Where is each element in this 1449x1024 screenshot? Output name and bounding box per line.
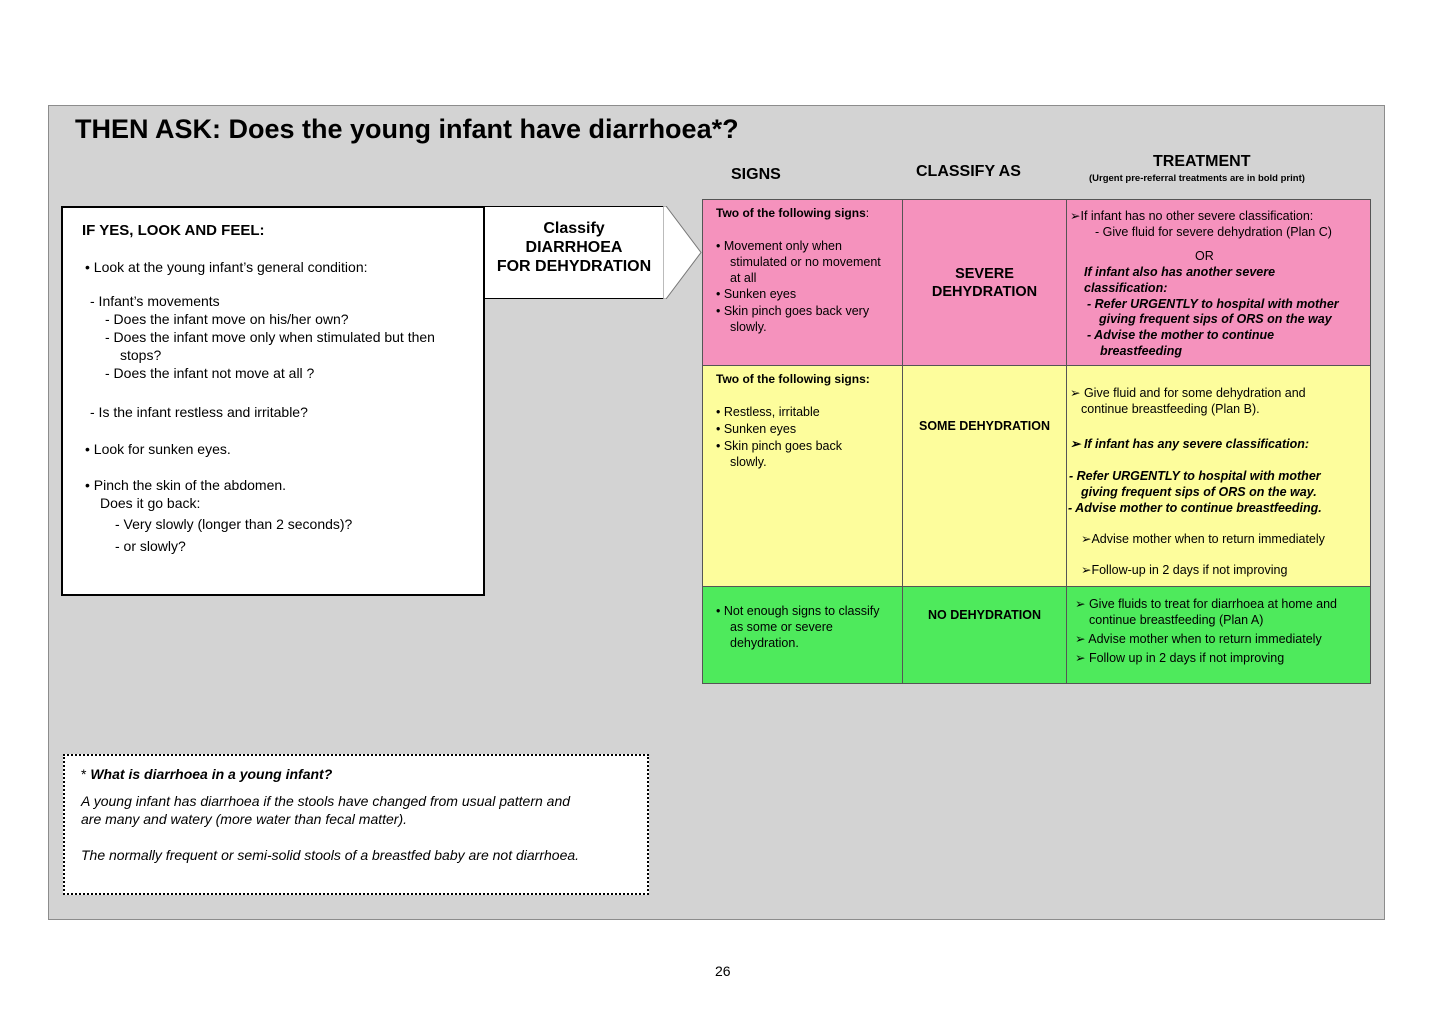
look-line: - Is the infant restless and irritable? — [90, 404, 308, 420]
signs-header: SIGNS — [731, 166, 781, 183]
severe-sign: • Skin pinch goes back very — [716, 304, 870, 318]
arrow-right-icon — [663, 206, 703, 299]
severe-sign: • Sunken eyes — [716, 287, 797, 301]
some-sign: slowly. — [730, 455, 767, 469]
look-line: - Does the infant move on his/her own? — [105, 311, 349, 327]
look-line: Does it go back: — [100, 495, 201, 511]
severe-sign: stimulated or no movement — [730, 255, 881, 269]
severe-treatment-line: giving frequent sips of ORS on the way — [1099, 312, 1332, 326]
look-line: • Look at the young infant’s general condition: — [85, 259, 368, 275]
severe-treatment-cell — [1066, 199, 1371, 366]
severe-signs-colon: : — [865, 206, 870, 220]
some-sign: • Skin pinch goes back — [716, 439, 842, 453]
none-sign: as some or severe — [730, 620, 833, 634]
some-treatment-cell — [1066, 365, 1371, 587]
some-treatment-line: ➢ Give fluid and for some dehydration and — [1070, 386, 1306, 400]
some-classification: SOME DEHYDRATION — [918, 419, 1051, 433]
severe-treatment-line: - Advise the mother to continue — [1087, 328, 1275, 342]
severe-treatment-line: OR — [1195, 249, 1214, 263]
note-question: What is diarrhoea in a young infant? — [90, 766, 333, 782]
look-line: - Does the infant move only when stimulated but then — [105, 329, 435, 345]
severe-treatment-line: - Refer URGENTLY to hospital with mother — [1087, 297, 1339, 311]
classify-as-header: CLASSIFY AS — [916, 163, 1021, 180]
none-sign: • Not enough signs to classify — [716, 604, 880, 618]
page-number: 26 — [715, 963, 731, 979]
severe-signs-cell — [702, 199, 903, 366]
classify-line: Classify — [543, 220, 605, 237]
look-heading: IF YES, LOOK AND FEEL: — [82, 222, 265, 239]
some-treatment-line: - Advise mother to continue breastfeeding. — [1068, 501, 1322, 515]
none-treatment-line: ➢ Give fluids to treat for diarrhoea at home and — [1075, 597, 1337, 611]
note-line: are many and watery (more water than fecal matter). — [81, 811, 408, 827]
none-treatment-line: continue breastfeeding (Plan A) — [1089, 613, 1264, 627]
some-sign: • Restless, irritable — [716, 405, 820, 419]
some-signs-cell — [702, 365, 903, 587]
none-classification-cell — [902, 586, 1067, 684]
none-classification: NO DEHYDRATION — [928, 608, 1041, 622]
some-treatment-line: ➢Follow-up in 2 days if not improving — [1081, 563, 1288, 577]
severe-treatment-line: ➢If infant has no other severe classification: — [1070, 209, 1314, 223]
some-signs-heading: Two of the following signs: — [716, 372, 870, 386]
some-treatment-line: continue breastfeeding (Plan B). — [1081, 402, 1260, 416]
severe-classification: DEHYDRATION — [931, 283, 1038, 300]
treatment-note: (Urgent pre-referral treatments are in bold print) — [1089, 173, 1305, 184]
look-line: - or slowly? — [115, 538, 186, 554]
none-treatment-line: ➢ Follow up in 2 days if not improving — [1075, 651, 1285, 665]
classify-line: FOR DEHYDRATION — [496, 258, 652, 275]
look-line: • Pinch the skin of the abdomen. — [85, 477, 287, 493]
severe-classification-cell — [902, 199, 1067, 366]
none-treatment-line: ➢ Advise mother when to return immediately — [1075, 632, 1322, 646]
look-line: stops? — [120, 347, 162, 363]
severe-treatment-line: - Give fluid for severe dehydration (Plan C) — [1095, 225, 1332, 239]
some-classification-cell — [902, 365, 1067, 587]
none-signs-cell — [702, 586, 903, 684]
some-sign: • Sunken eyes — [716, 422, 797, 436]
classify-box — [484, 206, 664, 299]
severe-treatment-line: If infant also has another severe — [1084, 265, 1276, 279]
note-star: * — [81, 766, 91, 782]
some-treatment-line: giving frequent sips of ORS on the way. — [1081, 485, 1317, 499]
look-line: • Look for sunken eyes. — [85, 441, 231, 457]
classify-line: DIARRHOEA — [525, 239, 623, 256]
severe-treatment-line: classification: — [1084, 281, 1168, 295]
diarrhoea-definition-note — [63, 754, 649, 895]
some-treatment-line: ➢ If infant has any severe classification: — [1070, 437, 1310, 451]
treatment-header: TREATMENT — [1153, 153, 1251, 170]
some-treatment-line: ➢Advise mother when to return immediately — [1081, 532, 1325, 546]
note-line: A young infant has diarrhoea if the stools have changed from usual pattern and — [81, 793, 571, 809]
look-and-feel-box — [61, 206, 485, 596]
look-line: - Does the infant not move at all ? — [105, 365, 315, 381]
severe-signs-heading: Two of the following signs — [716, 206, 866, 220]
severe-sign: at all — [730, 271, 757, 285]
none-sign: dehydration. — [730, 636, 799, 650]
severe-treatment-line: breastfeeding — [1100, 344, 1182, 358]
note-line: The normally frequent or semi-solid stools of a breastfed baby are not diarrhoea. — [81, 847, 580, 863]
look-line: - Very slowly (longer than 2 seconds)? — [115, 516, 353, 532]
look-line: - Infant’s movements — [90, 293, 220, 309]
none-treatment-cell — [1066, 586, 1371, 684]
some-treatment-line: - Refer URGENTLY to hospital with mother — [1069, 469, 1321, 483]
severe-classification: SEVERE — [955, 265, 1014, 282]
severe-sign: • Movement only when — [716, 239, 842, 253]
page-title: THEN ASK: Does the young infant have diarrhoea*? — [75, 114, 739, 144]
severe-sign: slowly. — [730, 320, 767, 334]
